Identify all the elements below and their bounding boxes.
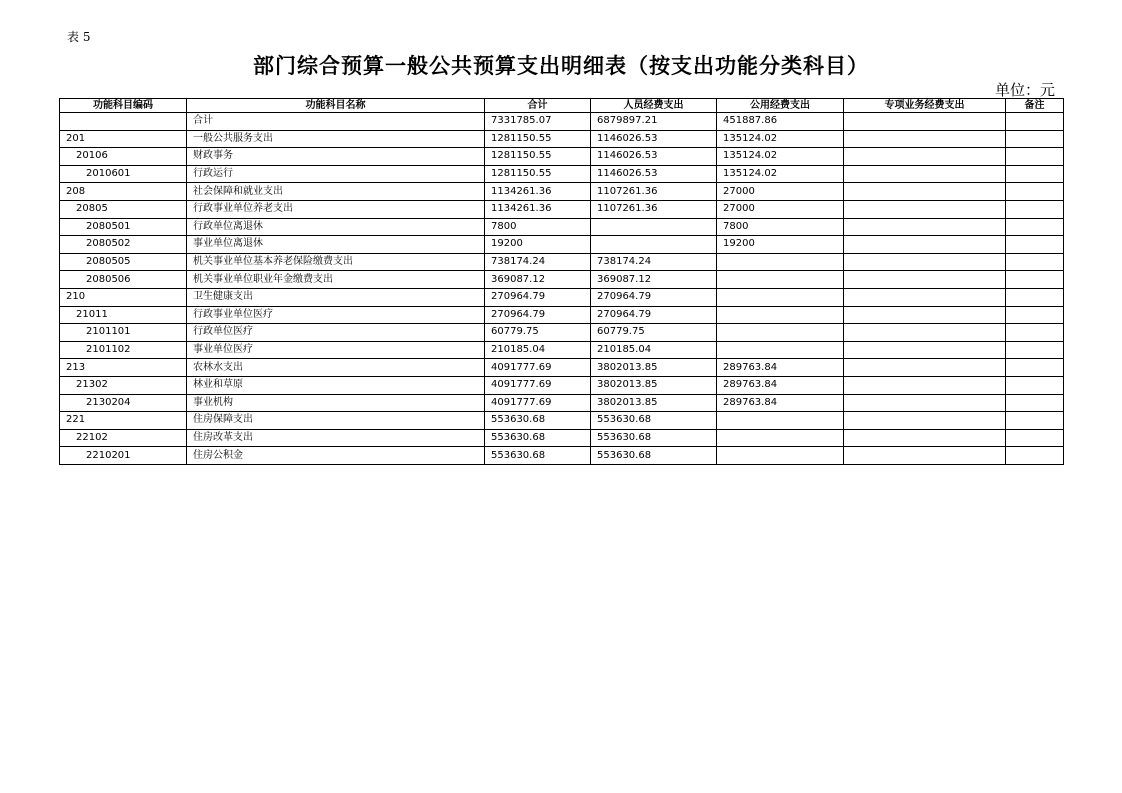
cell-personnel: 553630.68 [591,447,717,465]
cell-code: 2101101 [60,324,187,342]
cell-public: 135124.02 [717,165,844,183]
header-code: 功能科目编码 [60,99,187,113]
cell-public: 7800 [717,218,844,236]
cell-note [1006,253,1064,271]
cell-total: 19200 [485,236,591,254]
cell-total: 4091777.69 [485,359,591,377]
cell-personnel: 210185.04 [591,341,717,359]
cell-note [1006,306,1064,324]
table-number-label: 表 5 [67,30,91,44]
cell-code: 22102 [60,429,187,447]
cell-public: 289763.84 [717,359,844,377]
cell-special [844,130,1006,148]
cell-total: 4091777.69 [485,394,591,412]
cell-note [1006,359,1064,377]
cell-note [1006,447,1064,465]
table-row [60,148,1064,166]
cell-total: 4091777.69 [485,376,591,394]
cell-personnel: 60779.75 [591,324,717,342]
cell-name: 住房保障支出 [187,412,485,430]
cell-name: 行政单位医疗 [187,324,485,342]
cell-name: 行政单位离退休 [187,218,485,236]
cell-note [1006,271,1064,289]
cell-total: 369087.12 [485,271,591,289]
table-row [60,113,1064,131]
cell-name: 机关事业单位职业年金缴费支出 [187,271,485,289]
cell-public [717,253,844,271]
header-total: 合计 [485,99,591,113]
cell-special [844,218,1006,236]
table-row [60,376,1064,394]
cell-personnel: 270964.79 [591,306,717,324]
cell-personnel: 1107261.36 [591,183,717,201]
cell-code: 2210201 [60,447,187,465]
cell-code: 2101102 [60,341,187,359]
cell-special [844,236,1006,254]
cell-name: 住房公积金 [187,447,485,465]
cell-personnel: 1146026.53 [591,148,717,166]
cell-total: 7800 [485,218,591,236]
cell-code: 210 [60,288,187,306]
table-row [60,218,1064,236]
cell-total: 270964.79 [485,288,591,306]
cell-special [844,183,1006,201]
cell-special [844,359,1006,377]
cell-personnel [591,236,717,254]
cell-total: 553630.68 [485,429,591,447]
table-row [60,288,1064,306]
cell-total: 553630.68 [485,412,591,430]
cell-public: 135124.02 [717,130,844,148]
cell-name: 卫生健康支出 [187,288,485,306]
cell-public: 451887.86 [717,113,844,131]
cell-public: 135124.02 [717,148,844,166]
cell-public [717,412,844,430]
cell-name: 住房改革支出 [187,429,485,447]
table-row [60,165,1064,183]
cell-total: 270964.79 [485,306,591,324]
header-name: 功能科目名称 [187,99,485,113]
cell-note [1006,394,1064,412]
cell-code: 20106 [60,148,187,166]
cell-personnel: 369087.12 [591,271,717,289]
cell-name: 事业机构 [187,394,485,412]
table-row [60,130,1064,148]
cell-name: 林业和草原 [187,376,485,394]
table-row [60,271,1064,289]
cell-public: 289763.84 [717,376,844,394]
cell-code: 20805 [60,200,187,218]
cell-total: 1134261.36 [485,200,591,218]
table-row [60,429,1064,447]
cell-public: 27000 [717,183,844,201]
cell-special [844,412,1006,430]
table-row [60,412,1064,430]
cell-name: 社会保障和就业支出 [187,183,485,201]
cell-code: 2010601 [60,165,187,183]
cell-note [1006,236,1064,254]
cell-special [844,306,1006,324]
cell-code: 21011 [60,306,187,324]
cell-special [844,447,1006,465]
cell-code: 2080506 [60,271,187,289]
cell-total: 1281150.55 [485,148,591,166]
cell-total: 1281150.55 [485,130,591,148]
header-personnel: 人员经费支出 [591,99,717,113]
cell-note [1006,113,1064,131]
cell-personnel: 1146026.53 [591,165,717,183]
table-row [60,183,1064,201]
cell-code: 201 [60,130,187,148]
cell-public [717,271,844,289]
cell-name: 一般公共服务支出 [187,130,485,148]
cell-name: 行政运行 [187,165,485,183]
cell-note [1006,412,1064,430]
cell-code: 2080501 [60,218,187,236]
cell-personnel: 6879897.21 [591,113,717,131]
cell-personnel: 738174.24 [591,253,717,271]
cell-special [844,113,1006,131]
header-note: 备注 [1006,99,1064,113]
cell-special [844,324,1006,342]
table-row [60,236,1064,254]
cell-public: 289763.84 [717,394,844,412]
cell-code [60,113,187,131]
cell-note [1006,429,1064,447]
cell-code: 208 [60,183,187,201]
cell-name: 事业单位离退休 [187,236,485,254]
cell-code: 2130204 [60,394,187,412]
cell-personnel: 3802013.85 [591,376,717,394]
cell-note [1006,165,1064,183]
cell-code: 2080505 [60,253,187,271]
cell-special [844,341,1006,359]
cell-code: 21302 [60,376,187,394]
cell-note [1006,218,1064,236]
budget-table [59,98,1064,465]
cell-code: 2080502 [60,236,187,254]
cell-public [717,306,844,324]
table-row [60,341,1064,359]
cell-public [717,447,844,465]
cell-public: 19200 [717,236,844,254]
cell-note [1006,341,1064,359]
table-row [60,306,1064,324]
cell-total: 210185.04 [485,341,591,359]
cell-note [1006,130,1064,148]
cell-public [717,429,844,447]
cell-total: 60779.75 [485,324,591,342]
cell-personnel: 3802013.85 [591,359,717,377]
cell-total: 553630.68 [485,447,591,465]
cell-personnel: 270964.79 [591,288,717,306]
cell-personnel [591,218,717,236]
cell-special [844,165,1006,183]
cell-code: 213 [60,359,187,377]
cell-personnel: 3802013.85 [591,394,717,412]
cell-name: 行政事业单位医疗 [187,306,485,324]
cell-public [717,288,844,306]
cell-total: 1134261.36 [485,183,591,201]
cell-public [717,324,844,342]
cell-name: 事业单位医疗 [187,341,485,359]
cell-name: 合计 [187,113,485,131]
table-row [60,200,1064,218]
header-special: 专项业务经费支出 [844,99,1006,113]
cell-note [1006,324,1064,342]
cell-note [1006,183,1064,201]
table-row [60,359,1064,377]
header-public: 公用经费支出 [717,99,844,113]
table-row [60,447,1064,465]
table-header-row [60,99,1064,113]
cell-note [1006,200,1064,218]
table-row [60,253,1064,271]
cell-special [844,148,1006,166]
table-row [60,324,1064,342]
cell-note [1006,148,1064,166]
unit-label: 单位：元 [994,81,1055,99]
page-title: 部门综合预算一般公共预算支出明细表（按支出功能分类科目） [253,54,869,78]
cell-personnel: 553630.68 [591,412,717,430]
cell-code: 221 [60,412,187,430]
cell-total: 7331785.07 [485,113,591,131]
cell-special [844,394,1006,412]
cell-special [844,253,1006,271]
cell-public [717,341,844,359]
table-row [60,394,1064,412]
cell-name: 财政事务 [187,148,485,166]
cell-personnel: 1146026.53 [591,130,717,148]
cell-total: 1281150.55 [485,165,591,183]
cell-name: 农林水支出 [187,359,485,377]
cell-total: 738174.24 [485,253,591,271]
cell-note [1006,288,1064,306]
cell-personnel: 1107261.36 [591,200,717,218]
cell-special [844,271,1006,289]
cell-name: 机关事业单位基本养老保险缴费支出 [187,253,485,271]
cell-special [844,429,1006,447]
cell-personnel: 553630.68 [591,429,717,447]
cell-public: 27000 [717,200,844,218]
cell-name: 行政事业单位养老支出 [187,200,485,218]
cell-special [844,200,1006,218]
cell-note [1006,376,1064,394]
cell-special [844,288,1006,306]
cell-special [844,376,1006,394]
